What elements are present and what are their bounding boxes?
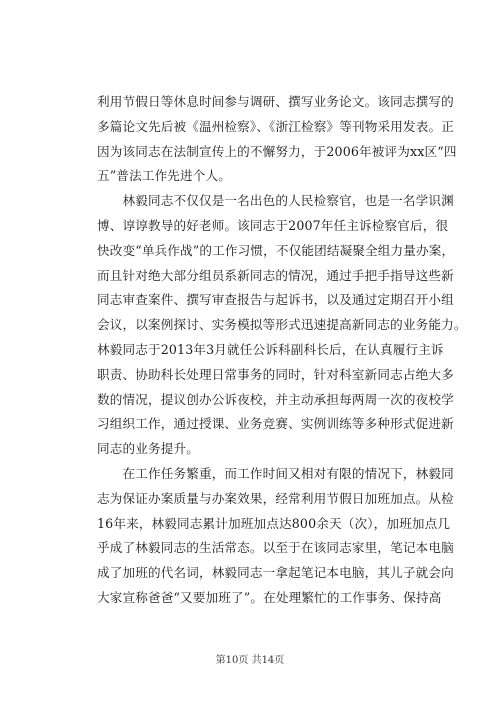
text-line: 利用节假日等休息时间参与调研、撰写业务论文。该同志撰写的 [97,94,454,109]
text-line: 因为该同志在法制宣传上的不懈努力，于2006年被评为xx区“四 [97,143,457,159]
text-line: 而且针对绝大部分组员系新同志的情况，通过手把手指导这些新 [97,267,454,283]
text-line: 多篇论文先后被《温州检察》、《浙江检察》等刊物采用发表。正 [97,118,454,134]
text-line: 在工作任务繁重，而工作时间又相对有限的情况下，林毅同 [97,465,454,481]
text-line: 博、谆谆教导的好老师。该同志于2007年任主诉检察官后，很 [97,217,449,233]
text-line: 乎成了林毅同志的生活常态。以至于在该同志家里，笔记本电脑 [97,540,454,556]
text-line: 五”普法工作先进个人。 [97,168,232,184]
text-line: 成了加班的代名词，林毅同志一拿起笔记本电脑，其儿子就会向 [97,565,454,581]
text-line: 职责、协助科长处理日常事务的同时，针对科室新同志占绝大多 [97,366,454,382]
text-line: 大家宣称爸爸“又要加班了”。在处理繁忙的工作事务、保持高 [97,589,442,605]
text-line: 林毅同志于2013年3月就任公诉科副科长后，在认真履行主诉 [97,341,444,357]
page-number-footer: 第10页 共14页 [215,655,285,666]
text-line: 同志的业务提升。 [97,441,199,457]
text-line: 会议，以案例探讨、实务模拟等形式迅速提高新同志的业务能力。 [97,317,467,333]
text-line: 快改变“单兵作战”的工作习惯，不仅能团结凝聚全组力量办案， [97,242,455,258]
text-line: 志为保证办案质量与办案效果，经常利用节假日加班加点。从检 [97,490,454,506]
text-line: 林毅同志不仅仅是一名出色的人民检察官，也是一名学识渊 [97,193,454,209]
text-line: 数的情况，提议创办公诉夜校，并主动承担每两周一次的夜校学 [97,391,454,407]
text-line: 16年来，林毅同志累计加班加点达800余天（次），加班加点几 [97,515,451,531]
text-line: 习组织工作，通过授课、业务竞赛、实例训练等多种形式促进新 [97,416,454,432]
body-text [97,90,467,611]
text-line: 同志审查案件、撰写审查报告与起诉书，以及通过定期召开小组 [97,292,454,308]
